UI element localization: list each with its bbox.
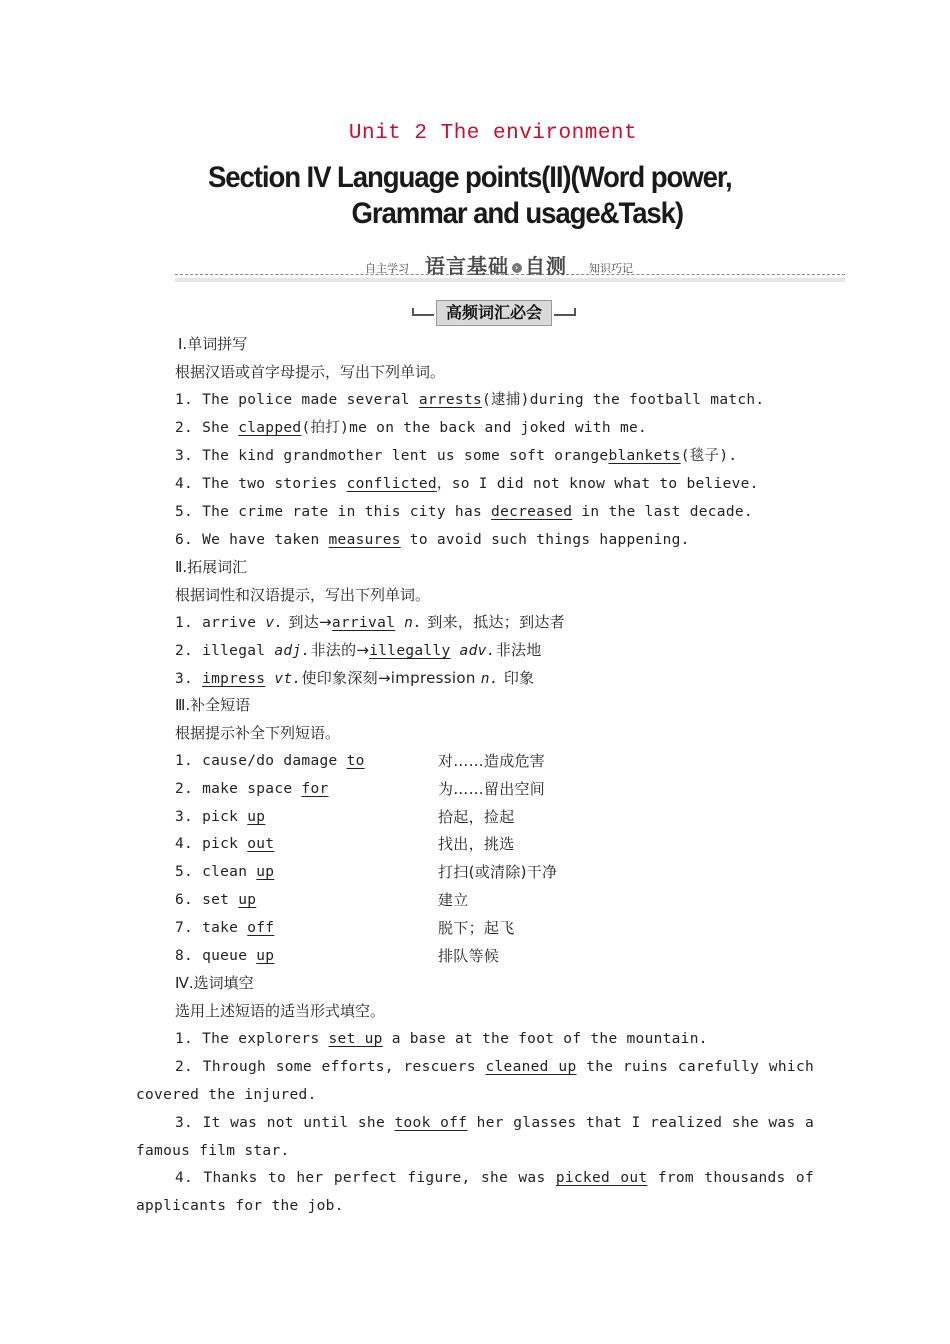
part-of-speech: v. bbox=[265, 615, 284, 631]
item-number: 1. bbox=[175, 615, 194, 631]
section-title-line1: Section IV Language points(II)(Word power, bbox=[208, 161, 732, 194]
list-item-continuation: applicants for the job. bbox=[136, 1198, 344, 1214]
answer-blank: cleaned up bbox=[485, 1059, 577, 1075]
answer-blank: picked out bbox=[555, 1170, 648, 1186]
part1-heading: Ⅰ.单词拼写 bbox=[178, 335, 248, 353]
list-item bbox=[175, 779, 655, 799]
meaning: 到达→ bbox=[283, 613, 332, 631]
answer-blank: up bbox=[238, 892, 257, 908]
phrase: pick bbox=[202, 836, 248, 852]
unit-title: Unit 2 The environment bbox=[348, 122, 638, 145]
sub-banner bbox=[412, 300, 576, 324]
item-number: 2. bbox=[175, 420, 194, 436]
banner-main-label bbox=[425, 250, 567, 279]
item-text: a base at the foot of the mountain. bbox=[382, 1031, 708, 1047]
phrase: queue bbox=[202, 948, 257, 964]
part2-instruction: 根据词性和汉语提示，写出下列单词。 bbox=[175, 586, 431, 604]
phrase: cause/do damage bbox=[202, 753, 347, 769]
part2-heading: Ⅱ.拓展词汇 bbox=[175, 558, 248, 576]
item-number: 5. bbox=[175, 504, 194, 520]
item-text: the ruins carefully which bbox=[576, 1059, 815, 1075]
item-text: ，so I did not know what to believe. bbox=[436, 476, 759, 492]
list-item bbox=[175, 668, 534, 689]
word: arrive bbox=[202, 615, 266, 631]
meaning: 排队等候 bbox=[438, 947, 500, 965]
banner-right-label: 知识巧记 bbox=[589, 262, 633, 275]
part-of-speech: n. bbox=[480, 671, 499, 687]
item-number: 5. bbox=[175, 864, 194, 880]
item-number: 8. bbox=[175, 948, 194, 964]
chevron-right-icon: › bbox=[512, 263, 522, 273]
item-text: She bbox=[202, 420, 239, 436]
phrase: pick bbox=[202, 809, 248, 825]
list-item bbox=[175, 418, 647, 438]
meaning: 非法地 bbox=[495, 641, 542, 659]
part1-instruction: 根据汉语或首字母提示，写出下列单词。 bbox=[175, 363, 446, 381]
list-item bbox=[175, 890, 655, 910]
meaning: 非法的→ bbox=[310, 641, 370, 659]
sub-banner-bracket-right bbox=[574, 308, 576, 316]
answer-blank: illegally bbox=[369, 643, 451, 659]
meaning: 建立 bbox=[438, 891, 469, 909]
word: illegal bbox=[202, 643, 275, 659]
item-number: 4. bbox=[175, 476, 194, 492]
meaning: 到来，抵达；到达者 bbox=[422, 613, 566, 631]
item-number: 1. bbox=[175, 392, 194, 408]
item-text: The crime rate in this city has bbox=[202, 504, 492, 520]
list-item bbox=[175, 474, 759, 494]
item-number: 3. bbox=[175, 448, 194, 464]
item-number: 2. bbox=[175, 643, 194, 659]
meaning: 对……造成危害 bbox=[438, 752, 546, 770]
item-text: The explorers bbox=[202, 1031, 329, 1047]
item-text: her glasses that I realized she was a bbox=[467, 1115, 814, 1131]
answer-blank: arrests bbox=[418, 392, 483, 408]
list-item bbox=[175, 612, 565, 633]
item-text: The police made several bbox=[202, 392, 419, 408]
part4-heading: Ⅳ.选词填空 bbox=[175, 974, 254, 992]
item-text: (逮捕)during the football match. bbox=[482, 392, 765, 408]
sub-banner-rule-right bbox=[554, 314, 576, 316]
item-text: Through some efforts, rescuers bbox=[202, 1059, 486, 1075]
list-item-continuation: famous film star. bbox=[136, 1143, 290, 1159]
answer-blank: off bbox=[247, 920, 275, 936]
item-number: 3. bbox=[175, 671, 194, 687]
list-item bbox=[175, 446, 737, 466]
answer-blank: for bbox=[301, 781, 329, 797]
item-number: 4. bbox=[175, 836, 194, 852]
list-item bbox=[175, 862, 655, 882]
item-text: to avoid such things happening. bbox=[400, 532, 690, 548]
answer-blank: took off bbox=[394, 1115, 468, 1131]
list-item bbox=[175, 390, 764, 410]
item-number: 2. bbox=[175, 1059, 194, 1075]
section-banner bbox=[175, 248, 845, 282]
item-text: in the last decade. bbox=[572, 504, 753, 520]
list-item bbox=[175, 1168, 814, 1188]
meaning: 拾起，捡起 bbox=[438, 808, 515, 826]
item-text: The kind grandmother lent us some soft orange bbox=[202, 448, 609, 464]
meaning: 印象 bbox=[498, 669, 535, 687]
item-number: 4. bbox=[175, 1170, 194, 1186]
answer-blank: arrival bbox=[331, 615, 396, 631]
part-of-speech: adj. bbox=[274, 643, 311, 659]
answer-blank: clapped bbox=[238, 420, 302, 436]
sub-banner-rule-left bbox=[412, 314, 434, 316]
item-text: (毯子). bbox=[680, 448, 738, 464]
list-item bbox=[175, 751, 655, 771]
part4-instruction: 选用上述短语的适当形式填空。 bbox=[175, 1002, 386, 1020]
list-item bbox=[175, 1029, 708, 1049]
item-text: Thanks to her perfect figure, she was bbox=[203, 1170, 556, 1186]
item-text: The two stories bbox=[202, 476, 347, 492]
answer-blank: up bbox=[247, 809, 266, 825]
meaning: 使印象深刻→impression bbox=[301, 669, 481, 687]
phrase: set bbox=[202, 892, 239, 908]
item-text: It was not until she bbox=[202, 1115, 395, 1131]
answer-blank: impress bbox=[202, 671, 266, 687]
part-of-speech: vt. bbox=[265, 671, 302, 687]
answer-blank: out bbox=[247, 836, 275, 852]
item-number: 7. bbox=[175, 920, 194, 936]
answer-blank: decreased bbox=[491, 504, 573, 520]
part-of-speech: adv. bbox=[450, 643, 496, 659]
answer-blank: up bbox=[256, 864, 275, 880]
item-number: 1. bbox=[175, 1031, 194, 1047]
part3-instruction: 根据提示补全下列短语。 bbox=[175, 724, 341, 742]
answer-blank: blankets bbox=[608, 448, 681, 464]
meaning: 找出，挑选 bbox=[438, 835, 515, 853]
meaning: 打扫(或清除)干净 bbox=[438, 863, 558, 881]
item-number: 3. bbox=[175, 1115, 194, 1131]
item-text: from thousands of bbox=[647, 1170, 814, 1186]
banner-main-label-b: 自测 bbox=[525, 254, 567, 278]
answer-blank: to bbox=[346, 753, 365, 769]
list-item bbox=[175, 946, 655, 966]
list-item bbox=[175, 640, 542, 661]
item-number: 1. bbox=[175, 753, 194, 769]
phrase: take bbox=[202, 920, 248, 936]
banner-main-label-a: 语言基础 bbox=[425, 254, 509, 278]
phrase: clean bbox=[202, 864, 257, 880]
part-of-speech: n. bbox=[395, 615, 423, 631]
item-text: (拍打)me on the back and joked with me. bbox=[301, 420, 648, 436]
list-item bbox=[175, 530, 690, 550]
section-title-line2: Grammar and usage&Task) bbox=[351, 197, 684, 230]
item-number: 2. bbox=[175, 781, 194, 797]
sub-banner-label: 高频词汇必会 bbox=[436, 300, 552, 326]
list-item bbox=[175, 1057, 814, 1077]
list-item bbox=[175, 918, 655, 938]
list-item-continuation: covered the injured. bbox=[136, 1087, 317, 1103]
list-item bbox=[175, 834, 655, 854]
item-number: 6. bbox=[175, 892, 194, 908]
list-item bbox=[175, 1113, 814, 1133]
answer-blank: measures bbox=[328, 532, 401, 548]
item-number: 6. bbox=[175, 532, 194, 548]
phrase: make space bbox=[202, 781, 302, 797]
list-item bbox=[175, 807, 655, 827]
answer-blank: up bbox=[256, 948, 275, 964]
list-item bbox=[175, 502, 753, 522]
answer-blank: conflicted bbox=[346, 476, 437, 492]
section-title bbox=[208, 160, 797, 232]
meaning: 脱下；起飞 bbox=[438, 919, 515, 937]
meaning: 为……留出空间 bbox=[438, 780, 546, 798]
item-text: We have taken bbox=[202, 532, 329, 548]
answer-blank: set up bbox=[328, 1031, 383, 1047]
item-number: 3. bbox=[175, 809, 194, 825]
part3-heading: Ⅲ.补全短语 bbox=[175, 696, 251, 714]
banner-left-label: 自主学习 bbox=[365, 262, 409, 275]
